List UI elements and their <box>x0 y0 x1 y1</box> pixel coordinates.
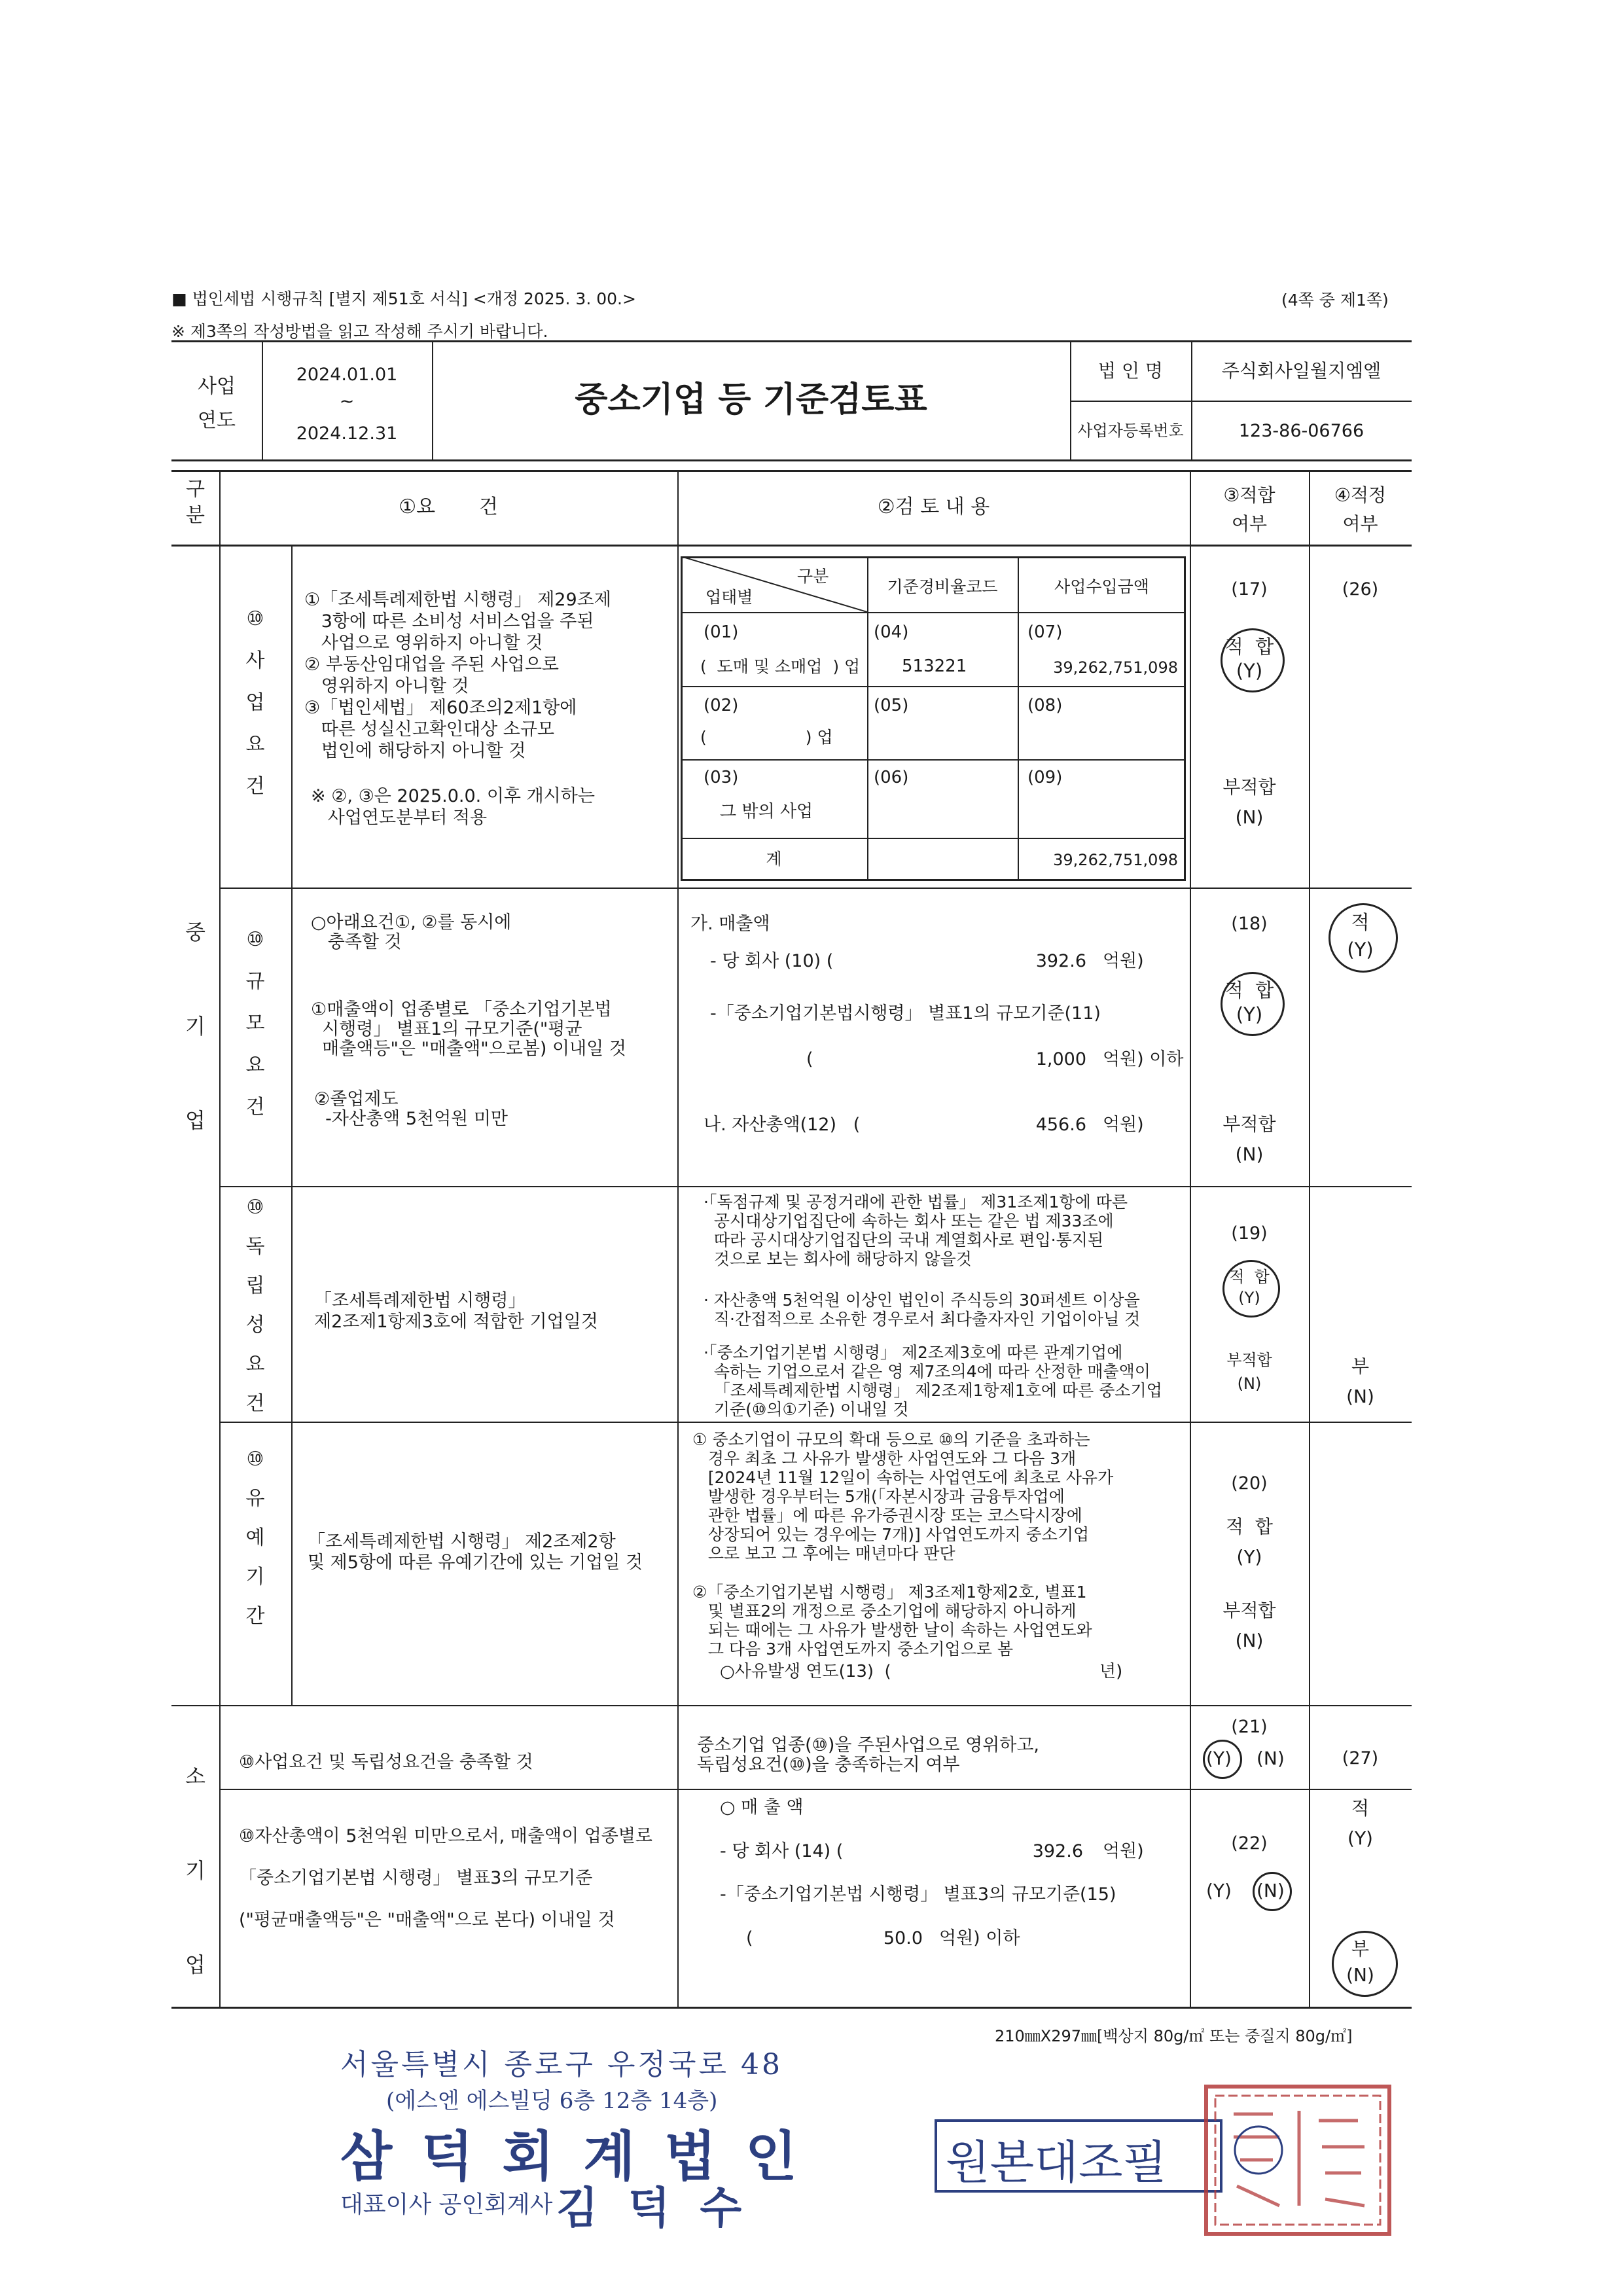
r101-unfit: 부적합 (N) <box>1222 776 1276 828</box>
expense-code-1: 513221 <box>902 656 967 676</box>
r102-a3-unit: 억원) 이하 <box>1103 1049 1184 1069</box>
revenue-1: 39,262,751,098 <box>1053 658 1178 677</box>
r106-a1-unit: 억원) <box>1103 1841 1144 1861</box>
r102-a1: - 당 회사 (10) ( <box>710 951 834 971</box>
r102-req1: ○아래요건①, ②를 동시에 충족할 것 <box>311 912 512 952</box>
r104-label: ⑩ 유 예 기 간 <box>245 1448 265 1628</box>
page-indicator: (4쪽 중 제1쪽) <box>1281 291 1389 310</box>
col-fit4: ④적정 여부 <box>1334 484 1387 535</box>
period-from: 2024.01.01 <box>296 365 398 385</box>
r101-no4: (26) <box>1342 579 1379 600</box>
r106-a3-open: ( <box>746 1928 753 1948</box>
r106-a: ○ 매 출 액 <box>720 1797 804 1818</box>
r104-p2: ②「중소기업기본법 시행령」 제3조제1항제2호, 별표1 및 별표2의 개정으로 중소기업에 해당하지 아니하게 되는 때에는 그 사유가 발생한 날이 속하는 사업연도와 그 다음 3개 사업연도까지 중소기업으로 봄 <box>692 1583 1092 1659</box>
col-review: ②검 토 내 용 <box>877 495 990 518</box>
corp-name: 주식회사일월지엠엘 <box>1221 360 1382 382</box>
reg-no-label: 사업자등록번호 <box>1077 422 1184 440</box>
original-stamp: 원본대조필 <box>946 2136 1168 2189</box>
r102-a: 가. 매출액 <box>690 914 770 934</box>
r105-review: 중소기업 업종(⑩)을 주된사업으로 영위하고, 독립성요건(⑩)을 충족하는지 여부 <box>697 1735 1039 1775</box>
rep-title: 대표이사 공인회계사 <box>340 2191 553 2218</box>
col-fit3: ③적합 여부 <box>1223 484 1275 535</box>
period-label: 사업 연도 <box>198 375 236 432</box>
r101-fit: 적 합 (Y) <box>1224 636 1274 682</box>
r105-y: (Y) <box>1206 1748 1232 1769</box>
r104-p3-unit: 년) <box>1099 1662 1123 1681</box>
tbl-gubun: 구분 <box>797 567 829 586</box>
col-gubun: 구 분 <box>186 478 205 527</box>
r106-sales: 392.6 <box>1032 1841 1083 1861</box>
r102-req3: ②졸업제도 -자산총액 5천억원 미만 <box>314 1089 508 1129</box>
r102-label: ⑩ 규 모 요 건 <box>245 928 265 1119</box>
r106-n: (N) <box>1257 1880 1285 1901</box>
r102-req2: ①매출액이 업종별로 「중소기업기본법 시행령」 별표1의 규모기준("평균 매출액등"은 "매출액"으로봄) 이내일 것 <box>311 999 626 1059</box>
cell-02: (02) <box>704 696 739 715</box>
cell-08: (08) <box>1027 696 1063 715</box>
r102-a2: -「중소기업기본법시행령」 별표1의 규모기준(11) <box>710 1003 1101 1024</box>
r103-b3: ·「중소기업기본법 시행령」 제2조제3호에 따른 관계기업에 속하는 기업으로서 같은 영 제7조의4에 따라 산정한 매출액이 「조세특례제한법 시행령」 제2조제1항제1호에 따른 중소기업 기준(⑩의①기준) 이내일 것 <box>704 1343 1162 1419</box>
paper-spec: 210㎜X297㎜[백상지 80g/㎡ 또는 중질지 80g/㎡] <box>995 2027 1353 2045</box>
r103-b1: ·「독점규제 및 공정거래에 관한 법률」 제31조제1항에 따른 공시대상기업집단에 속하는 회사 또는 같은 법 제33조에 따라 공시대상기업집단의 국내 계열회사로 편입·통지된 것으로 보는 회사에 해당하지 않을것 <box>704 1193 1128 1268</box>
r102-b: 나. 자산총액(12) ( <box>704 1115 861 1135</box>
r103-requirement: 「조세특례제한법 시행령」 제2조제1항제3호에 적합한 기업일것 <box>314 1291 598 1332</box>
section-sme: 중 기 업 <box>185 920 205 1133</box>
r104-p3: ○사유발생 연도(13) ( <box>720 1662 891 1681</box>
r102-a3-open: ( <box>806 1049 813 1069</box>
regulation-text: ■ 법인세법 시행규칙 [별지 제51호 서식] <개정 2025. 3. 00.> <box>171 289 636 308</box>
col-requirement: ①요 건 <box>399 495 498 518</box>
corp-name-label: 법 인 명 <box>1098 360 1163 382</box>
reg-no: 123-86-06766 <box>1238 421 1364 441</box>
cell-07: (07) <box>1027 622 1063 642</box>
r102-assets: 456.6 <box>1035 1115 1086 1135</box>
instruction-note: ※ 제3쪽의 작성방법을 읽고 작성해 주시기 바랍니다. <box>171 322 548 341</box>
r105-fit4: 적 (Y) <box>1347 1797 1373 1849</box>
r104-requirement: 「조세특례제한법 시행령」 제2조제2항 및 제5항에 따른 유예기간에 있는 기업일 것 <box>308 1532 643 1573</box>
cell-06: (06) <box>874 768 909 787</box>
firm-address-building: (에스엔 에스빌딩 6층 12층 14층) <box>386 2088 718 2114</box>
r103-fit4: 부 (N) <box>1346 1355 1374 1407</box>
page-title: 중소기업 등 기준검토표 <box>575 380 927 420</box>
r104-p1: ① 중소기업이 규모의 확대 등으로 ⑩의 기준을 초과하는 경우 최초 그 사유가 발생한 사업연도와 그 다음 3개 [2024년 11월 12일이 속하는 사업연도에 최초로 사유가 발생한 경우부터는 5개(「자본시장과 금융투자업에 관한 법률」에 따른 유가증권시장 또는 코스닥시장에 상장되어 있는 경우에는 7개)] 사업연도까지 중소기업 으로 보고 그 후에는 매년마다 판단 <box>692 1430 1114 1563</box>
r105-requirement: ⑩사업요건 및 독립성요건을 충족할 것 <box>239 1752 533 1772</box>
r106-no: (22) <box>1231 1833 1268 1854</box>
r103-label: ⑩ 독 립 성 요 건 <box>245 1196 265 1415</box>
r106-y: (Y) <box>1206 1880 1232 1901</box>
r101-requirement: ①「조세특례제한법 시행령」 제29조제 3항에 따른 소비성 서비스업을 주된 사업으로 영위하지 아니할 것 ② 부동산임대업을 주된 사업으로 영위하지 아니할 것 ③「법인세법」 제60조의2제1항에 따른 성실신고확인대상 소규모 법인에 해당하지 아니할 것 <box>304 590 611 761</box>
r106-a2: -「중소기업기본법 시행령」 별표3의 규모기준(15) <box>720 1884 1116 1905</box>
cell-09: (09) <box>1027 768 1063 787</box>
r103-unfit: 부적합 (N) <box>1226 1351 1272 1393</box>
period-tilde: ~ <box>339 391 355 412</box>
total-label: 계 <box>766 850 782 869</box>
cell-01: (01) <box>704 622 739 642</box>
r102-a1-unit: 억원) <box>1103 951 1144 971</box>
r103-no: (19) <box>1231 1223 1268 1244</box>
biz-type-2: ( ) 업 <box>700 728 833 747</box>
r105-no4: (27) <box>1342 1748 1379 1768</box>
rep-name: 김 덕 수 <box>556 2182 742 2233</box>
r105-no: (21) <box>1231 1717 1268 1737</box>
tbl-code-header: 기준경비율코드 <box>887 577 998 596</box>
tbl-biz: 업태별 <box>705 588 753 607</box>
r104-unfit: 부적합 (N) <box>1222 1600 1276 1651</box>
r106-requirement: ⑩자산총액이 5천억원 미만으로서, 매출액이 업종별로 「중소기업기본법 시행령」 별표3의 규모기준 ("평균매출액등"은 "매출액"으로 본다) 이내일 것 <box>239 1826 653 1930</box>
r105-n: (N) <box>1257 1748 1285 1769</box>
firm-address: 서울특별시 종로구 우정국로 48 <box>340 2048 783 2081</box>
r103-b2: · 자산총액 5천억원 이상인 법인이 주식등의 30퍼센트 이상을 직·간접적으로 소유한 경우로서 최다출자자인 기업이아닐 것 <box>704 1291 1141 1329</box>
period-to: 2024.12.31 <box>296 423 398 444</box>
r103-fit: 적 합 (Y) <box>1229 1268 1270 1307</box>
r102-no: (18) <box>1231 914 1268 934</box>
r106-a1: - 당 회사 (14) ( <box>720 1841 844 1861</box>
cell-04: (04) <box>874 622 909 642</box>
r104-no: (20) <box>1231 1473 1268 1494</box>
r102-size-standard: 1,000 <box>1035 1049 1086 1069</box>
r101-note: ※ ②, ③은 2025.0.0. 이후 개시하는 사업연도분부터 적용 <box>311 786 595 828</box>
r101-no: (17) <box>1231 579 1268 600</box>
cell-03: (03) <box>704 768 739 787</box>
r102-sales: 392.6 <box>1035 951 1086 971</box>
r106-fit4: 부 (N) <box>1346 1938 1374 1986</box>
r102-fit: 적 합 (Y) <box>1224 979 1274 1026</box>
r102-unfit: 부적합 (N) <box>1222 1113 1276 1165</box>
firm-name: 삼 덕 회 계 법 인 <box>340 2125 803 2188</box>
r101-label: ⑩ 사 업 요 건 <box>245 607 265 798</box>
r102-b-unit: 억원) <box>1103 1115 1144 1135</box>
r102-fit4: 적 (Y) <box>1347 911 1374 961</box>
tbl-amt-header: 사업수입금액 <box>1054 577 1149 596</box>
revenue-total: 39,262,751,098 <box>1053 851 1178 869</box>
biz-type-3: 그 밖의 사업 <box>720 802 813 821</box>
biz-type-1: ( 도매 및 소매업 ) 업 <box>700 657 861 676</box>
r104-fit: 적 합 (Y) <box>1226 1516 1273 1568</box>
seal-icon <box>1201 2081 1397 2238</box>
r106-a3-unit: 억원) 이하 <box>939 1928 1020 1948</box>
r106-size-standard: 50.0 <box>883 1928 923 1948</box>
section-small: 소 기 업 <box>185 1764 205 1977</box>
cell-05: (05) <box>874 696 909 715</box>
